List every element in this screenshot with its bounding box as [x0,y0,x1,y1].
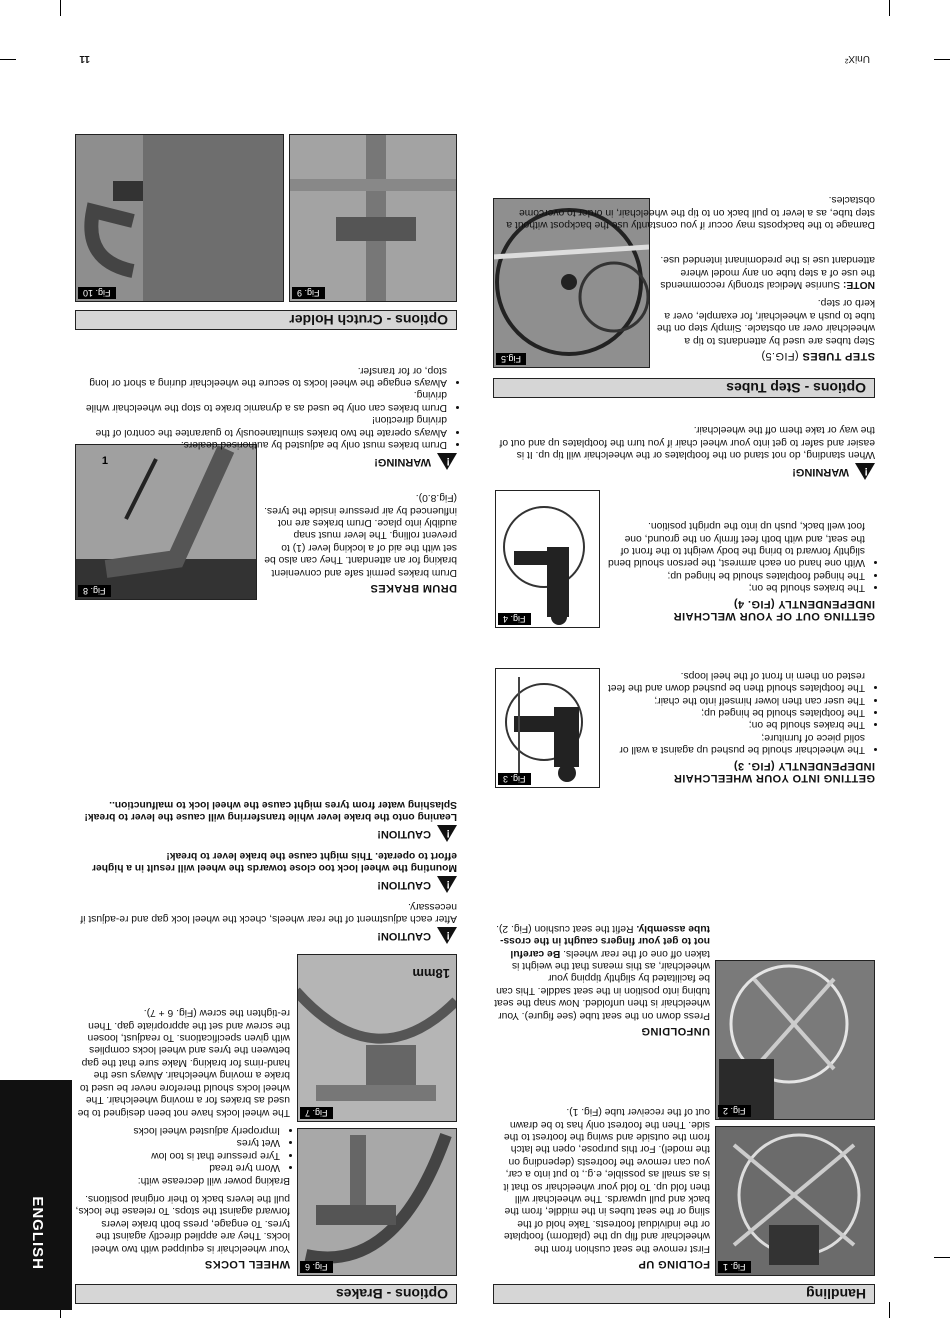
figure-1 [715,1126,875,1276]
footer-brand: UniX² [844,53,870,64]
section-header-brakes: Options - Brakes [75,1284,457,1304]
wheel-locks-section [75,1000,290,1276]
crop-mark [60,0,61,16]
list-item: • The footplates should be hinged up; [605,706,865,718]
list-item: • With one hand on each armrest, the person should bend slightly forward to bring the body weight to the front of the seat, and with both feet firmly on the ground, one foot well back, push up into the upright position. [605,519,865,569]
wheel-locks-text-2: The wheel locks have not been designed to be used as brakes for a moving wheelchair. The wheel locks should therefore never be used to brake a moving wheelchair. Always use the hand-rims for braking. Make sure that the gap between the tyres and wheel locks complies with given specifications. To readjust, loosen the screw and set the appropriate gap. Then re-tighten the screw (Fig. 6 + 7). [77,1007,290,1118]
getting-out-section [605,513,875,628]
crop-mark [889,1302,890,1318]
figure-7 [297,954,457,1122]
caution-text-3: Leaning onto the brake lever while transferring will cause the lever to break! Splashing water from tyres might cause the wheel lock to malfunction.. [84,798,457,823]
figure-label: Fig. 3 [498,773,531,785]
step-tubes-section [655,247,875,368]
folding-title: FOLDING UP [638,1258,710,1270]
figure-6 [297,1128,457,1276]
caution-icon [437,876,457,893]
section-header-crutch-holder: Options - Crutch Holder [75,310,457,330]
list-item: • Tyre pressure that is too low [75,1148,280,1160]
list-item: • The brakes should be on; [605,718,865,730]
list-item: • The hinged footplates should be hinged up; [605,568,865,580]
caution-heading: ! CAUTION! [75,876,457,893]
page-number: 11 [79,53,90,64]
crop-mark [934,1257,950,1258]
getting-into-title: GETTING INTO YOUR WHEELCHAIR INDEPENDENTLY (FIG. 3) [673,759,875,784]
drum-brakes-section [262,485,457,600]
caution-heading: ! CAUTION! [75,825,457,842]
damage-text: Damage to the backposts may occur if you constantly use the backpost without a step tube, as a lever to pull back on to tip the wheelchair, in order to overcome obstacles. [506,194,875,230]
warning-heading: ! WARNING! [493,463,875,480]
crop-mark [889,0,890,16]
wheel-locks-text: Your wheelchair is equipped with two wheel locks. They are applied directly against the tyres. To engage, press both brake levers forward against the stops. To release the locks, pull the levers back to their original positions. [75,1192,290,1254]
wheel-locks-title: WHEEL LOCKS [204,1258,290,1270]
unfolding-text: Press down on the seat tube (see figure). Your wheelchair is then unfolded. Now snap the seat tubing into position in the seat saddle. This can be facilitated by slightly tipping your wheelchair, as this means that the weight is taken off one of the rear wheels. Be careful not to get your fingers caught in the cross-tube assembly. Refit the seat cushion (Fig. 2). [494,922,710,1021]
drum-brakes-title: DRUM BRAKES [370,582,457,594]
figure-label: Fig. 4 [498,613,531,625]
list-item: • Improperly adjusted wheel locks [75,1124,280,1136]
person-getting-out-of-wheelchair-illustration [495,490,599,627]
list-item: • The user can then lower himself into the chair; [605,693,865,705]
list-item: • The wheelchair should be pushed up against a wall or solid piece of furniture; [605,730,865,755]
list-item: • The brakes should be on; [605,581,865,593]
braking-list [75,1124,290,1174]
caution-icon [437,825,457,842]
section-header-handling: Handling [493,1284,875,1304]
crop-mark [0,59,16,60]
figure-10 [75,134,284,302]
drum-brakes-text: Drum brakes permit safe and convenient braking for an attendant. They can also be set with the aid of a locking lever (1) to prevent rolling. The lever must snap audibly into place. Drum brakes are not influenced by air pressure inside the tyres. (Fig.8.0). [264,492,457,578]
language-tab-label: ENGLISH [29,1196,46,1270]
drum-warning-list [75,363,457,450]
folding-section [494,1099,710,1276]
crutch-holder-mount-illustration [75,134,283,301]
figure-label: Fig. 2 [718,1105,751,1117]
warning-heading: ! WARNING! [75,453,457,470]
step-tubes-title: STEP TUBES (FIG.5) [761,350,875,362]
step-tubes-text: Step tubes are used by attendants to tip a wheelchair over an obstacle. Simply step on the tube to push a wheelchair, for example, over a kerb or step. [656,297,875,346]
figure-label: Fig. 6 [300,1261,333,1273]
caution-text-1: After each adjustment of the rear wheels, check the wheel lock gap and re-adjust if necessary. [80,900,457,924]
list-item: • Drum brakes must only be adjusted by authorised dealers. [75,438,447,450]
caution-heading: ! CAUTION! [75,927,457,944]
figure-4 [495,490,600,628]
cautions-section [75,792,457,950]
caution-text-2: Mounting the wheel lock too close towards the wheel will result in a higher effort to operate. This might cause the brake lever to break! [91,849,457,874]
wheel-lock-illustration [297,1128,456,1275]
figure-2 [715,960,875,1120]
getting-out-list [605,519,875,593]
step-tubes-note: NOTE: Sunrise Medical strongly reccommends the use of a step tube on any model where attendant use is the predominant intended use. [660,254,875,290]
list-item: • Always engage the wheel locks to secure the wheelchair during a short or long stop, or for transfer. [75,363,447,388]
caution-icon [437,927,457,944]
unfolding-wheelchair-illustration [715,960,874,1119]
braking-intro: Braking power will decrease with: [137,1174,290,1186]
list-item: • Drum brakes can only be used as a dynamic brake to stop the wheelchair while driving. [75,388,447,413]
figure-3 [495,668,600,788]
list-item: • Worn tyre tread [75,1161,280,1173]
figure-label: Fig.5 [496,353,526,365]
warning-icon [437,453,457,470]
standing-warning [493,417,875,486]
gap-measurement-label: 18mm [412,966,450,981]
crop-mark [934,59,950,60]
figure-9 [289,134,457,302]
figure-label: Fig. 9 [292,287,325,299]
figure-label: Fig. 7 [300,1107,333,1119]
drum-warning-section [75,357,457,476]
figure-label: Fig. 8 [78,585,111,597]
language-tab [0,1080,72,1310]
crutch-holder-clamp-illustration [289,134,456,301]
folding-text: First remove the seat cushion from the wheelchair and flip up the (platform) footplate or the individual footrests. Take hold of the sling or the seat tubes in the middle, from the back and pull upwards. The wheelchair will then fold up. To fold your wheelchair so that it is as small as possible, e.g., to put into a car, you can remove the footrests (depending on the model). For this purpose, open the latch from the outside and swing the footrest to the side. Then the footrest only has to be drawn out of the receiver tube (Fig. 1). [503,1106,710,1254]
getting-out-title: GETTING OUT OF YOUR WELCHAIR INDEPENDENTLY (FIG. 4) [673,597,875,622]
unfolding-title: UNFOLDING [641,1025,710,1037]
section-header-step-tubes: Options - Step Tubes [493,378,875,398]
locking-lever-callout: 1 [101,455,108,467]
getting-into-section [605,662,875,790]
getting-into-list [605,668,875,755]
figure-label: Fig. 1 [718,1261,751,1273]
warning-icon [855,463,875,480]
unfolding-section [494,915,710,1043]
list-item: • Wet tyres [75,1136,280,1148]
damage-note [493,187,875,230]
person-getting-into-wheelchair-illustration [495,668,599,787]
warning-text: When standing, do not stand on the footplates or the wheelchair will tip up. It is easier and safer to get into your wheel chair if you turn the footplates up and out of the way or take them off the wheelchair. [499,424,875,460]
figure-label: Fig. 10 [78,287,116,299]
list-item: • The footplates should then be pushed down and the feet rested on them in front of the heel loops. [605,668,865,693]
folded-wheelchair-illustration [715,1126,874,1275]
list-item: • Always operate the two brakes simultaneously to guarantee the control of the driving direction! [75,413,447,438]
